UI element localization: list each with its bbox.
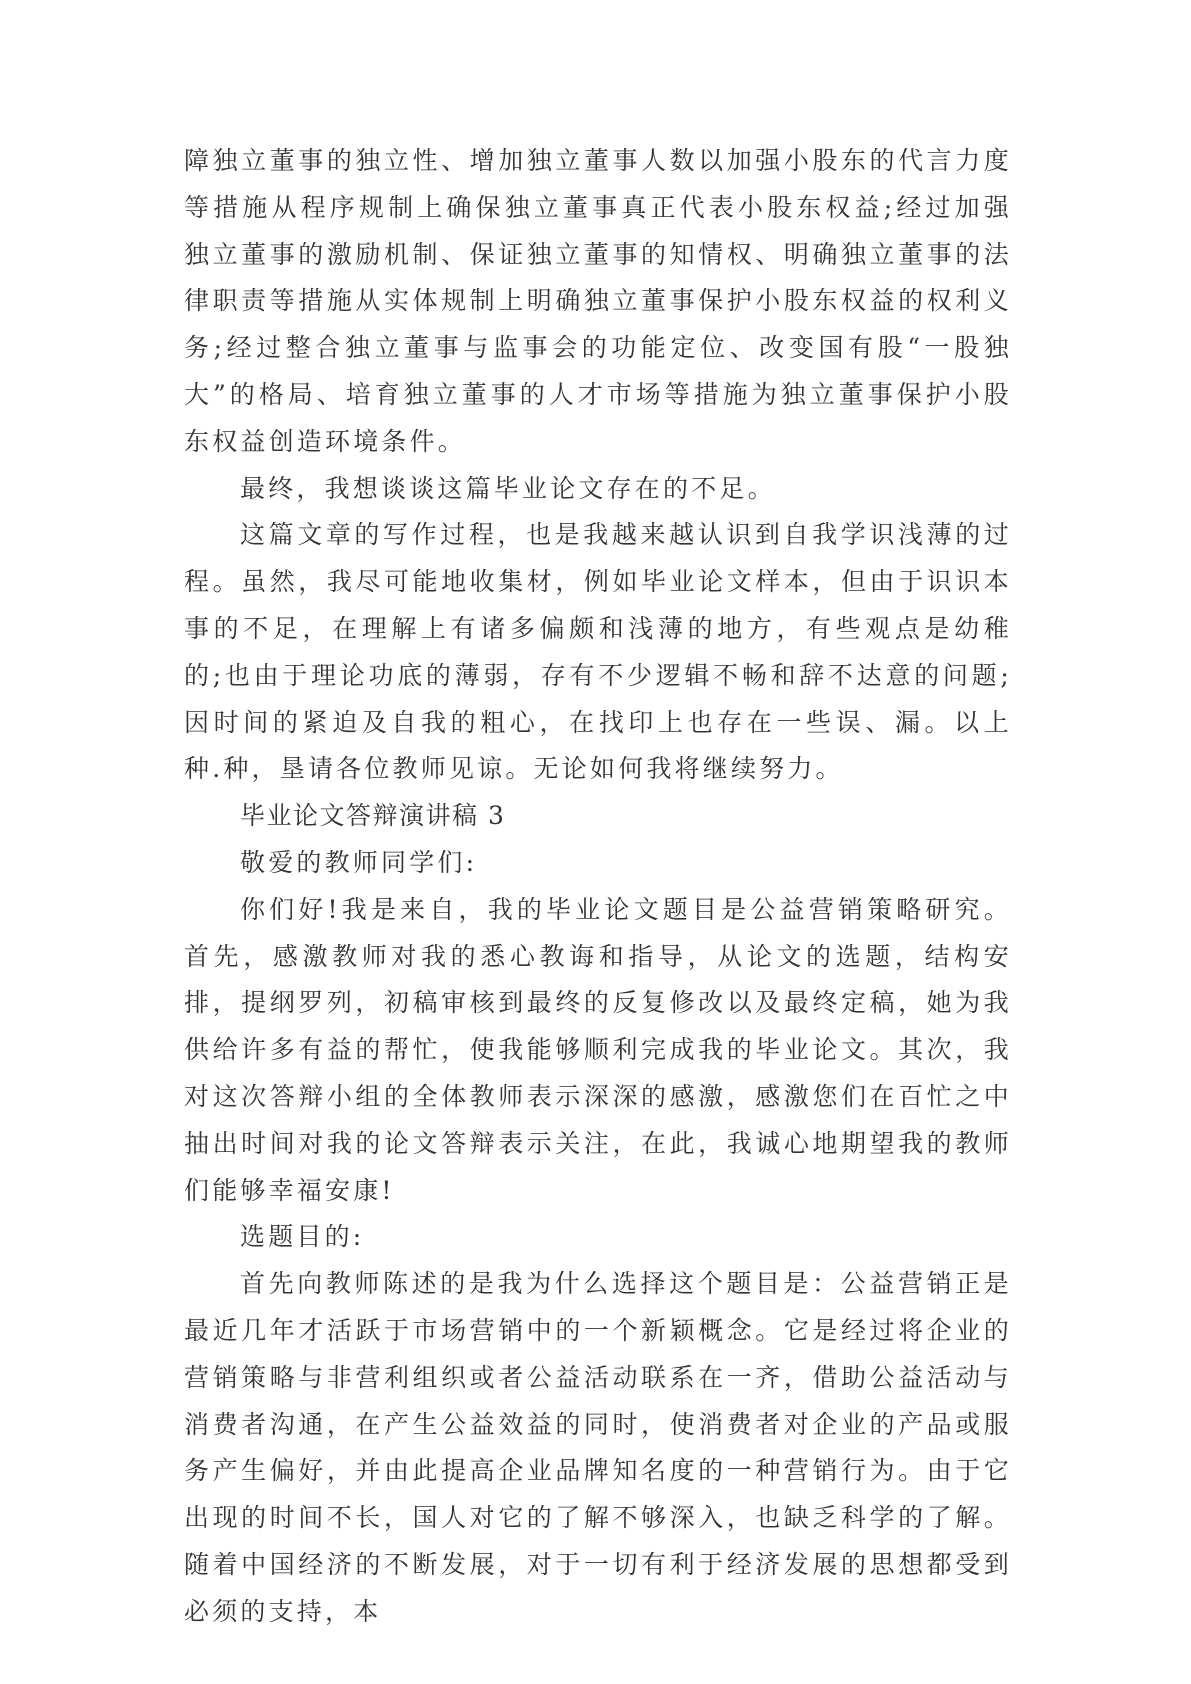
- paragraph-topic-reason: 首先向教师陈述的是我为什么选择这个题目是：公益营销正是最近几年才活跃于市场营销中的一个新颖概念。它是经过将企业的营销策略与非营利组织或者公益活动联系在一齐，借助公益活动与消费者沟通，在产生公益效益的同时，使消费者对企业的产品或服务产生偏好，并由此提高企业品牌知名度的一种营销行为。由于它出现的时间不长，国人对它的了解不够深入，也缺乏科学的了解。随着中国经济的不断发展，对于一切有利于经济发展的思想都受到必须的支持，本: [184, 1269, 1012, 1626]
- subheading-purpose: 选题目的:: [240, 1222, 365, 1252]
- greeting: 敬爱的教师同学们:: [240, 847, 478, 877]
- paragraph-shortcomings-intro: 最终，我想谈谈这篇毕业论文存在的不足。: [240, 473, 776, 503]
- section-title: 毕业论文答辩演讲稿 3: [240, 801, 506, 831]
- paragraph-independent-directors: 障独立董事的独立性、增加独立董事人数以加强小股东的代言力度等措施从程序规制上确保独立董事真正代表小股东权益;经过加强独立董事的激励机制、保证独立董事的知情权、明确独立董事的法律职责等措施从实体规制上明确独立董事保护小股东权益的权利义务;经过整合独立董事与监事会的功能定位、改变国有股“一股独大”的格局、培育独立董事的人才市场等措施为独立董事保护小股东权益创造环境条件。: [184, 146, 1012, 456]
- paragraph-thanks: 你们好!我是来自，我的毕业论文题目是公益营销策略研究。首先，感激教师对我的悉心教诲和指导，从论文的选题，结构安排，提纲罗列，初稿审核到最终的反复修改以及最终定稿，她为我供给许多有益的帮忙，使我能够顺利完成我的毕业论文。其次，我对这次答辩小组的全体教师表示深深的感激，感激您们在百忙之中抽出时间对我的论文答辩表示关注，在此，我诚心地期望我的教师们能够幸福安康!: [184, 894, 1012, 1205]
- document-page: [184, 138, 1012, 1636]
- paragraph-writing-process: 这篇文章的写作过程，也是我越来越认识到自我学识浅薄的过程。虽然，我尽可能地收集材，例如毕业论文样本，但由于识识本事的不足，在理解上有诸多偏颇和浅薄的地方，有些观点是幼稚的;也由于理论功底的薄弱，存有不少逻辑不畅和辞不达意的问题;因时间的紧迫及自我的粗心，在找印上也存在一些误、漏。以上种.种，垦请各位教师见谅。无论如何我将继续努力。: [184, 520, 1012, 784]
